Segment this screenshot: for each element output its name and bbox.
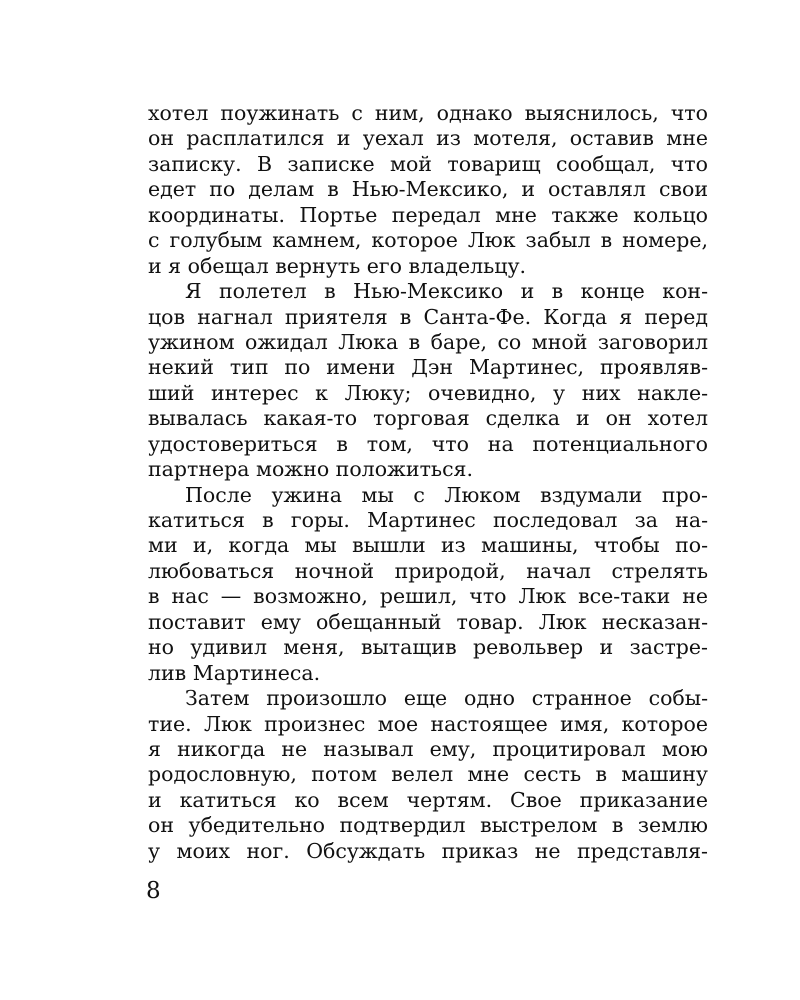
- text-line: Затем произошло еще одно странное собы-: [185, 686, 708, 711]
- text-line: некий тип по имени Дэн Мартинес, проявляв-: [148, 355, 708, 380]
- text-line: любоваться ночной природой, начал стрелять: [148, 558, 708, 583]
- text-line: лив Мартинеса.: [148, 660, 321, 685]
- text-line: удостовериться в том, что на потенциального: [148, 431, 708, 456]
- text-line: едет по делам в Нью-Мексико, и оставлял свои: [148, 177, 708, 202]
- text-line: координаты. Портье передал мне также кольцо: [148, 202, 708, 227]
- body-text: [148, 101, 708, 864]
- page-number: 8: [146, 878, 161, 904]
- text-line: ужином ожидал Люка в баре, со мной заговорил: [148, 329, 708, 354]
- text-line: и я обещал вернуть его владельцу.: [148, 253, 527, 278]
- text-line: партнера можно положиться.: [148, 457, 473, 482]
- text-line: я никогда не называл ему, процитировал мою: [148, 736, 708, 761]
- text-line: он расплатился и уехал из мотеля, оставив мне: [148, 126, 708, 151]
- text-line: поставит ему обещанный товар. Люк несказан-: [148, 609, 708, 634]
- text-line: в нас — возможно, решил, что Люк все-таки не: [148, 584, 708, 609]
- text-line: родословную, потом велел мне сесть в машину: [148, 762, 708, 787]
- text-line: но удивил меня, вытащив револьвер и застре-: [148, 635, 708, 660]
- text-line: тие. Люк произнес мое настоящее имя, которое: [148, 711, 708, 736]
- text-line: у моих ног. Обсуждать приказ не представля-: [148, 838, 708, 863]
- text-line: хотел поужинать с ним, однако выяснилось, что: [148, 101, 708, 125]
- text-line: записку. В записке мой товарищ сообщал, что: [148, 151, 708, 176]
- text-line: вывалась какая-то торговая сделка и он хотел: [148, 406, 708, 431]
- text-line: цов нагнал приятеля в Санта-Фе. Когда я перед: [148, 304, 708, 329]
- text-line: с голубым камнем, которое Люк забыл в номере,: [148, 228, 708, 253]
- text-line: и катиться ко всем чертям. Свое приказание: [148, 787, 708, 812]
- text-line: После ужина мы с Люком вздумали про-: [185, 482, 708, 507]
- text-line: Я полетел в Нью-Мексико и в конце кон-: [185, 279, 708, 304]
- text-line: он убедительно подтвердил выстрелом в землю: [148, 813, 708, 838]
- text-line: ми и, когда мы вышли из машины, чтобы по-: [148, 533, 708, 558]
- text-line: ший интерес к Люку; очевидно, у них накле-: [148, 380, 708, 405]
- text-line: катиться в горы. Мартинес последовал за на-: [148, 508, 708, 532]
